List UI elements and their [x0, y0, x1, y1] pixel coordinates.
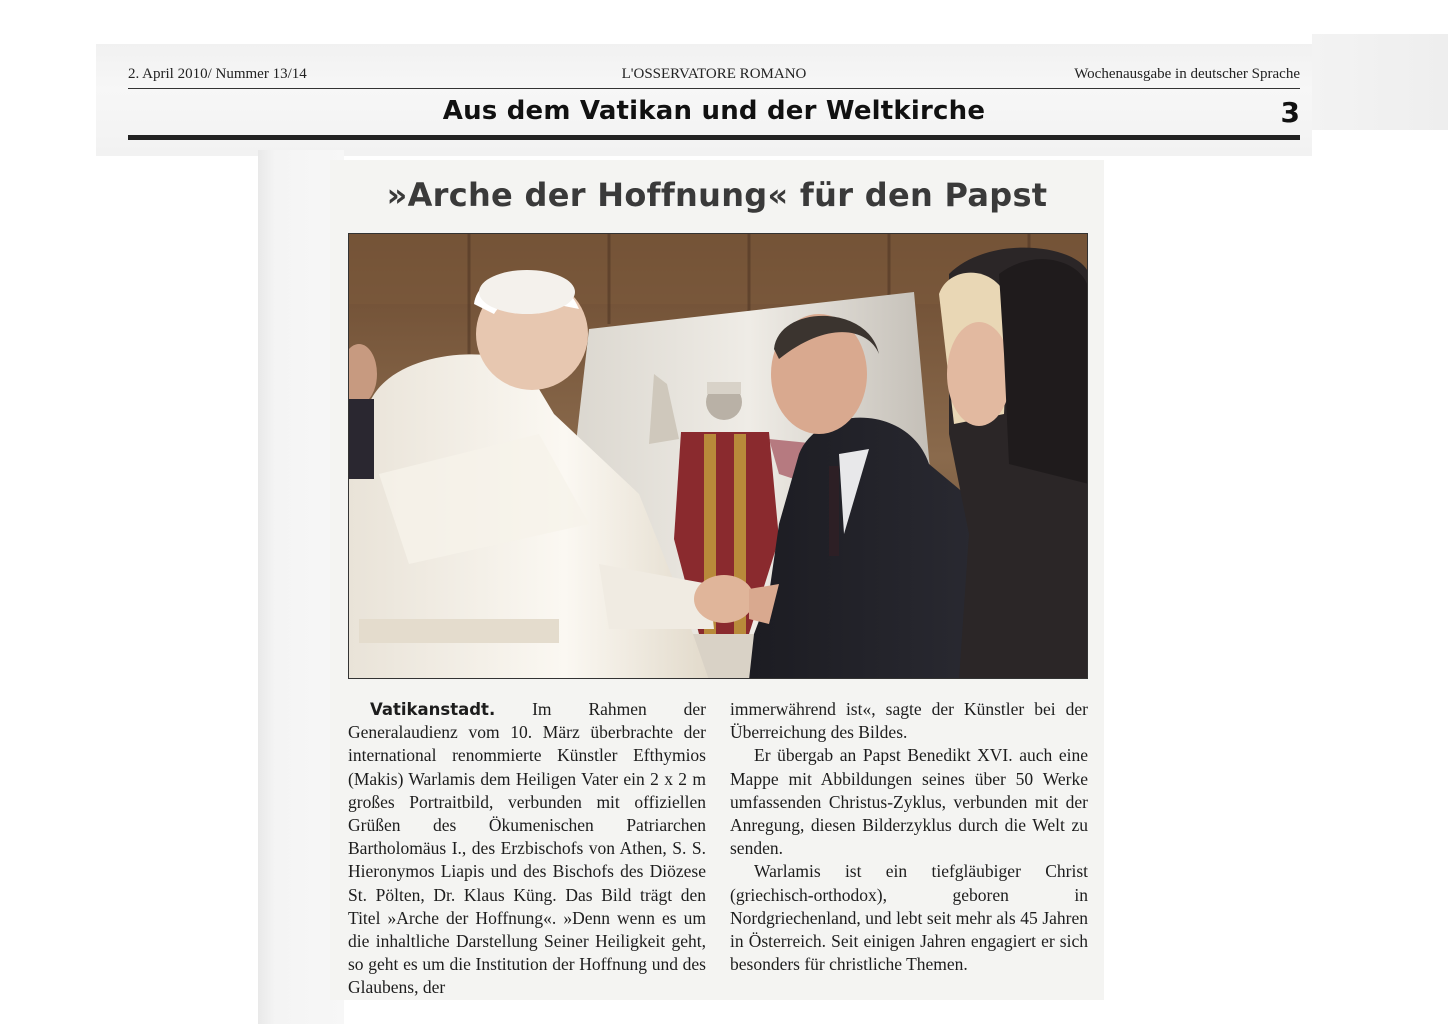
page-number: 3: [1280, 96, 1300, 129]
section-rule: [128, 135, 1300, 140]
lead-paragraph: [348, 698, 706, 1000]
issue-date: 2. April 2010/ Nummer 13/14: [128, 66, 307, 82]
masthead-rule: [128, 88, 1300, 89]
section-title: Aus dem Vatikan und der Weltkirche: [442, 96, 986, 126]
article-column-right: [730, 698, 1088, 976]
edition-label: Wochenausgabe in deutscher Sprache: [1074, 66, 1300, 82]
bystander-figure: [349, 344, 377, 479]
article-photo: [348, 233, 1088, 679]
paragraph-2: Er übergab an Papst Benedikt XVI. auch eine Mappe mit Abbildungen seines über 50 Werke umfassenden Christus-Zyklus, verbunden mit der Anregung, diesen Bilderzyklus durch die Welt zu senden.: [730, 745, 1088, 859]
article-headline: »Arche der Hoffnung« für den Papst: [386, 176, 1048, 214]
publication-name: L'OSSERVATORE ROMANO: [621, 66, 807, 82]
masthead: [128, 64, 1300, 90]
photo-illustration: [349, 234, 1088, 679]
article-column-left: [348, 698, 706, 1000]
continuation-paragraph: immerwährend ist«, sagte der Künstler bei der Überreichung des Bildes.: [730, 699, 1088, 743]
dateline: Vatikanstadt.: [370, 700, 496, 719]
paragraph-3: Warlamis ist ein tiefgläubiger Christ (griechisch-orthodox), geboren in Nordgriechenland, und lebt seit mehr als 45 Jahren in Österreich. Seit einigen Jahren engagiert er sich besonders für christliche Themen.: [730, 861, 1088, 975]
lead-text: Im Rahmen der Generalaudienz vom 10. März überbrachte der international renommierte Künstler Efthymios (Makis) Warlamis dem Heiligen Vater ein 2 x 2 m großes Portraitbild, verbunden mit offiziellen Grüßen des Ökumenischen Patriarchen Bartholomäus I., des Erzbischofs von Athen, S. S. Hieronymos Liapis und des Bischofs des Diözese St. Pölten, Dr. Klaus Küng. Das Bild trägt den Titel »Arche der Hoffnung«. »Denn wenn es um die inhaltliche Darstellung Seiner Heiligkeit geht, so geht es um die Institution der Hoffnung und des Glaubens, der: [348, 699, 706, 998]
scan-shadow-right: [1312, 34, 1448, 130]
